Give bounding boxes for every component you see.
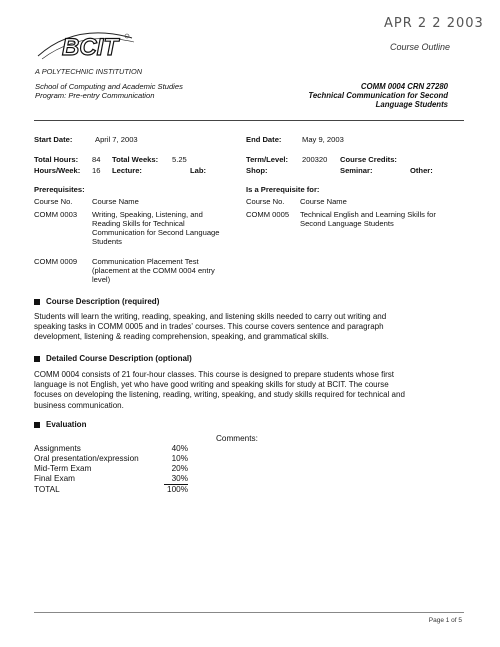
page-number: Page 1 of 5	[428, 617, 462, 624]
prereq-for-col-course-no: Course No.	[246, 197, 285, 206]
term-level-label: Term/Level:	[246, 155, 289, 164]
course-description-line: Students will learn the writing, reading, speaking, and listening skills needed to carry out writing and	[34, 312, 387, 321]
header-divider	[34, 120, 464, 121]
prereq-for-row-1-name-line: Technical English and Learning Skills for	[300, 210, 436, 219]
course-description-line: speaking tasks in COMM 0005 and in trades' courses. This course covers sentence and paragraph	[34, 322, 384, 332]
received-date-stamp: APR 2 2 2003	[384, 16, 484, 31]
program-name: Program: Pre-entry Communication	[35, 91, 155, 100]
course-credits-label: Course Credits:	[340, 155, 397, 164]
table-row	[34, 444, 188, 454]
prereq-for-col-course-name: Course Name	[300, 197, 347, 206]
table-row	[34, 454, 188, 464]
prereq-for-heading: Is a Prerequisite for:	[246, 185, 320, 194]
comments-label: Comments:	[216, 434, 258, 443]
total-hours-label: Total Hours:	[34, 155, 79, 164]
shop-label: Shop:	[246, 166, 268, 175]
bullet-square-icon	[34, 356, 40, 362]
course-title-line-1: Technical Communication for Second	[308, 91, 448, 100]
prereq-row-2-name-line: Communication Placement Test	[92, 257, 199, 266]
lecture-label: Lecture:	[112, 166, 142, 175]
hours-week-value: 16	[92, 166, 101, 175]
prereq-for-row-1-no: COMM 0005	[246, 210, 290, 219]
table-row	[34, 485, 188, 496]
prereq-row-1-no: COMM 0003	[34, 210, 78, 219]
hours-week-label: Hours/Week:	[34, 166, 81, 175]
prereq-row-2-name	[92, 257, 215, 284]
detailed-description-heading	[34, 354, 192, 363]
other-label: Other:	[410, 166, 433, 175]
course-description-body	[34, 312, 474, 343]
eval-pct: 30%	[164, 474, 188, 485]
bcit-logo	[36, 28, 136, 62]
eval-pct: 20%	[171, 464, 188, 473]
prereq-row-1-name-line: Writing, Speaking, Listening, and	[92, 210, 203, 219]
prereq-col-course-name: Course Name	[92, 197, 139, 206]
eval-item: Oral presentation/expression	[34, 454, 139, 463]
course-description-line: development, listening & reading comprehension, speaking, and grammatical skills.	[34, 332, 329, 342]
prereq-row-1-name-line: Reading Skills for Technical	[92, 219, 185, 228]
table-row	[34, 474, 188, 485]
detailed-description-line: COMM 0004 consists of 21 four-hour classes. This course is designed to prepare students whose first	[34, 370, 395, 379]
prereq-row-1-name-line: Communication for Second Language	[92, 228, 220, 237]
eval-item: Assignments	[34, 444, 81, 453]
prerequisites-heading: Prerequisites:	[34, 185, 85, 194]
end-date-value: May 9, 2003	[302, 135, 344, 144]
prereq-col-course-no: Course No.	[34, 197, 73, 206]
detailed-description-heading-text: Detailed Course Description (optional)	[46, 354, 192, 363]
prereq-row-1-name-line: Students	[92, 237, 122, 246]
term-level-value: 200320	[302, 155, 328, 164]
footer-divider	[34, 612, 464, 613]
total-weeks-label: Total Weeks:	[112, 155, 159, 164]
start-date-label: Start Date:	[34, 135, 73, 144]
prereq-for-row-1-name-line: Second Language Students	[300, 219, 394, 228]
table-row	[34, 464, 188, 474]
prereq-for-row-1-name	[300, 210, 436, 228]
prereq-row-2-name-line: (placement at the COMM 0004 entry	[92, 266, 215, 275]
total-weeks-value: 5.25	[172, 155, 187, 164]
svg-text:BCIT: BCIT	[62, 34, 118, 61]
evaluation-heading	[34, 420, 86, 429]
eval-pct: 10%	[171, 454, 188, 463]
eval-pct: 100%	[167, 485, 188, 494]
evaluation-table	[34, 444, 188, 495]
end-date-label: End Date:	[246, 135, 282, 144]
eval-item: TOTAL	[34, 484, 60, 494]
course-code: COMM 0004 CRN 27280	[360, 82, 448, 91]
prereq-row-2-name-line: level)	[92, 275, 111, 284]
institution-tagline: A POLYTECHNIC INSTITUTION	[35, 67, 143, 76]
detailed-description-body	[34, 370, 479, 411]
bullet-square-icon	[34, 299, 40, 305]
bullet-square-icon	[34, 422, 40, 428]
course-description-heading-text: Course Description (required)	[46, 297, 160, 306]
lab-label: Lab:	[190, 166, 207, 175]
school-name: School of Computing and Academic Studies	[35, 82, 183, 91]
document-type-label: Course Outline	[390, 42, 451, 52]
detailed-description-line: language is not English, yet who have good writing and speaking skills for study at BCIT. The course	[34, 380, 389, 390]
seminar-label: Seminar:	[340, 166, 373, 175]
course-description-heading	[34, 297, 159, 306]
eval-item: Mid-Term Exam	[34, 464, 92, 473]
course-title-line-2: Language Students	[375, 100, 448, 109]
evaluation-heading-text: Evaluation	[46, 420, 87, 429]
eval-pct: 40%	[171, 444, 188, 453]
eval-item: Final Exam	[34, 474, 75, 484]
start-date-value: April 7, 2003	[95, 135, 138, 144]
total-hours-value: 84	[92, 155, 101, 164]
detailed-description-line: focuses on developing the listening, reading, writing, speaking, and study skills required for technical and	[34, 390, 405, 400]
prereq-row-1-name	[92, 210, 220, 246]
prereq-row-2-no: COMM 0009	[34, 257, 78, 266]
detailed-description-line: business communication.	[34, 400, 124, 410]
